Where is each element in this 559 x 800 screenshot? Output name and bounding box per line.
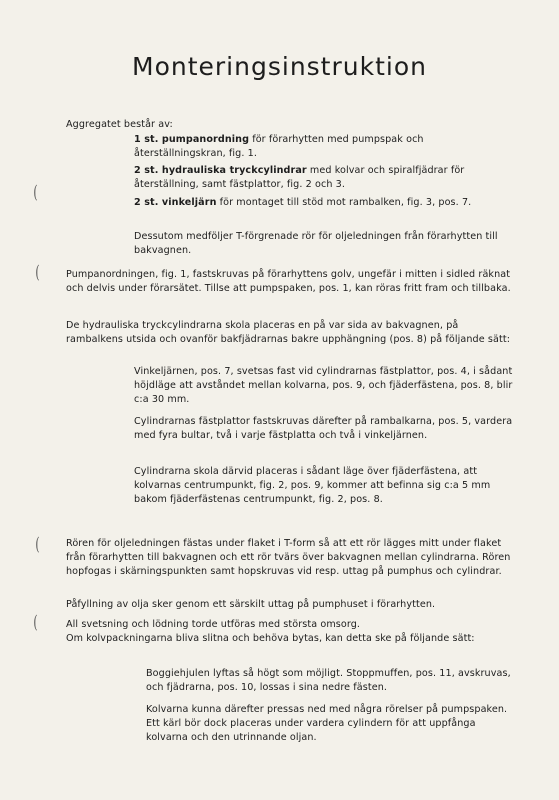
item-bold: 2 st. vinkeljärn: [134, 197, 217, 208]
list-item: [134, 196, 518, 210]
item-bold: 1 st. pumpanordning: [134, 134, 250, 145]
intro-text: Aggregatet består av:: [66, 119, 173, 130]
margin-mark: (: [35, 534, 40, 555]
item-bold: 2 st. hydrauliska tryckcylindrar: [134, 165, 307, 176]
cylinder-paragraph: De hydrauliska tryckcylindrarna skola placeras en på var sida av bakvagnen, på rambalkens utsida och ovanför bakfjädrarnas bakre upphängning (pos. 8) på följande sätt:: [66, 320, 511, 345]
margin-mark: (: [35, 262, 40, 283]
item-text: med kolvar och spiralfjädrar för återställning, samt fästplattor, fig. 2 och 3.: [134, 165, 465, 190]
item-text: för montaget till stöd mot rambalken, fig. 3, pos. 7.: [216, 197, 472, 208]
margin-mark: (: [33, 182, 38, 203]
step-paragraph: Vinkeljärnen, pos. 7, svetsas fast vid cylindrarnas fästplattor, pos. 4, i sådant höjdläge att avståndet mellan kolvarna, pos. 9, och fjäderfästena, pos. 8, blir c:a 30 mm.: [134, 366, 513, 405]
weld-line: All svetsning och lödning torde utföras med största omsorg.: [66, 619, 361, 630]
page-title: Monteringsinstruktion: [132, 52, 427, 81]
step-paragraph: Kolvarna kunna därefter pressas ned med några rörelser på pumpspaken. Ett kärl bör dock placeras under vardera cylindern för att uppfånga kolvarna och den utrinnande oljan.: [146, 704, 508, 743]
step-paragraph: Boggiehjulen lyftas så högt som möjligt. Stoppmuffen, pos. 11, avskruvas, och fjädrarna, pos. 10, lossas i sina nedre fästen.: [146, 668, 511, 693]
pipes-paragraph: Rören för oljeledningen fästas under flaket i T-form så att ett rör lägges mitt under flaket från förarhytten till bakvagnen och ett rör tvärs över bakvagnen mellan cylindrarna. Rören hopfogas i skärningspunkten samt hopskruvas vid resp. uttag på pumphus och cylindrar.: [66, 538, 511, 577]
extra-note: Dessutom medföljer T-förgrenade rör för oljeledningen från förarhytten till bakvagnen.: [134, 231, 498, 256]
oil-paragraph: Påfyllning av olja sker genom ett särskilt uttag på pumphuset i förarhytten.: [66, 599, 436, 610]
item-text: för förarhytten med pumpspak och återställningskran, fig. 1.: [134, 134, 424, 159]
pump-paragraph: Pumpanordningen, fig. 1, fastskruvas på förarhyttens golv, ungefär i mitten i sidled räknat och delvis under förarsätet. Tillse att pumpspaken, pos. 1, kan röras fritt fram och tillbaka.: [66, 269, 511, 294]
list-item: [134, 164, 518, 192]
margin-mark: (: [33, 612, 38, 633]
step-paragraph: Cylindrarna skola därvid placeras i sådant läge över fjäderfästena, att kolvarnas centrumpunkt, fig. 2, pos. 9, kommer att befinna sig c:a 5 mm bakom fjäderfästenas centrumpunkt, fig. 2, pos. 8.: [134, 466, 491, 505]
step-paragraph: Cylindrarnas fästplattor fastskruvas därefter på rambalkarna, pos. 5, vardera med fyra bultar, två i varje fästplatta och två i vinkeljärnen.: [134, 416, 513, 441]
piston-paragraph: Om kolvpackningarna bliva slitna och behöva bytas, kan detta ske på följande sätt:: [66, 633, 475, 644]
list-item: [134, 133, 518, 161]
